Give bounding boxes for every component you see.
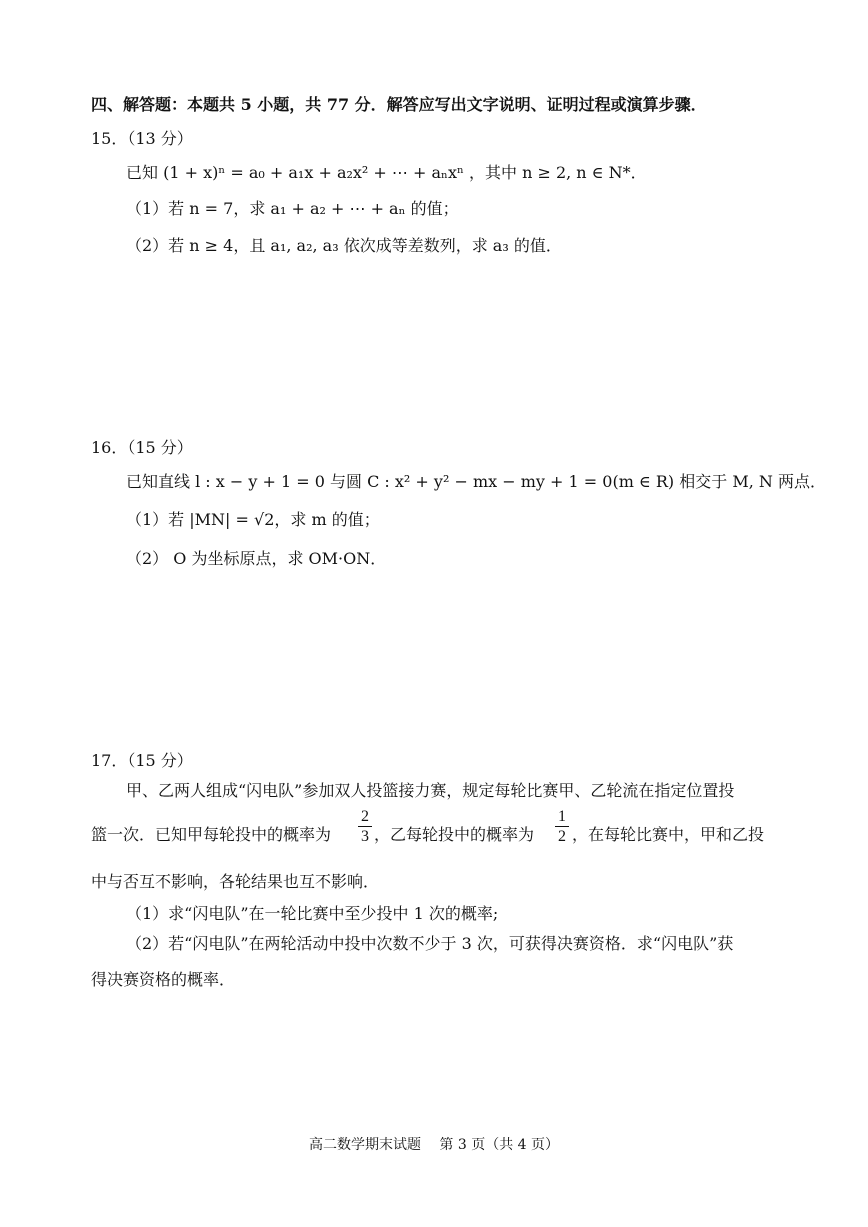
fraction-1-bar: [358, 826, 372, 827]
question-15-heading: 15．（13 分）: [91, 129, 193, 148]
fraction-2-bar: [555, 826, 569, 827]
question-16-part-1: （1）若 |MN| = √2，求 m 的值；: [126, 510, 380, 529]
question-15-part-2: （2）若 n ≥ 4，且 a₁, a₂, a₃ 依次成等差数列，求 a₃ 的值．: [126, 236, 562, 255]
fraction-1-numerator: 2: [361, 808, 369, 825]
question-17-line-2a: 篮一次．已知甲每轮投中的概率为: [91, 825, 332, 844]
question-17-part-1: （1）求“闪电队”在一轮比赛中至少投中 1 次的概率;: [126, 904, 499, 923]
fraction-two-thirds: [358, 808, 372, 845]
question-17-line-1: 甲、乙两人组成“闪电队”参加双人投篮接力赛，规定每轮比赛甲、乙轮流在指定位置投: [126, 781, 735, 800]
question-17-heading: 17．（15 分）: [91, 751, 193, 770]
question-15-stem: 已知 (1 + x)ⁿ = a₀ + a₁x + a₂x² + ⋯ + aₙxⁿ ，其中 n ≥ 2, n ∈ N*．: [126, 163, 647, 182]
question-16-stem: 已知直线 l : x − y + 1 = 0 与圆 C : x² + y² − mx − my + 1 = 0(m ∈ R) 相交于 M, N 两点．: [126, 472, 826, 491]
fraction-2-numerator: 1: [558, 808, 566, 825]
fraction-2-denominator: 2: [558, 828, 566, 845]
question-17-line-2b: ，乙每轮投中的概率为: [374, 825, 535, 844]
question-17-part-2-line-2: 得决赛资格的概率．: [91, 970, 236, 989]
question-16-part-2: （2） O 为坐标原点，求 OM·ON．: [126, 549, 387, 568]
page-footer: 高二数学期末试题 第 3 页（共 4 页）: [308, 1137, 560, 1153]
question-17-part-2-line-1: （2）若“闪电队”在两轮活动中投中次数不少于 3 次，可获得决赛资格．求“闪电队”获: [126, 934, 734, 953]
question-15-part-1: （1）若 n = 7，求 a₁ + a₂ + ⋯ + aₙ 的值；: [126, 199, 459, 218]
question-16-heading: 16．（15 分）: [91, 438, 193, 457]
fraction-one-half: [555, 808, 569, 845]
question-17-line-3: 中与否互不影响，各轮结果也互不影响．: [91, 872, 380, 891]
section-header: 四、解答题：本题共 5 小题，共 77 分．解答应写出文字说明、证明过程或演算步骤．: [91, 95, 707, 114]
question-17-line-2c: ，在每轮比赛中，甲和乙投: [572, 825, 765, 844]
fraction-1-denominator: 3: [361, 828, 369, 845]
